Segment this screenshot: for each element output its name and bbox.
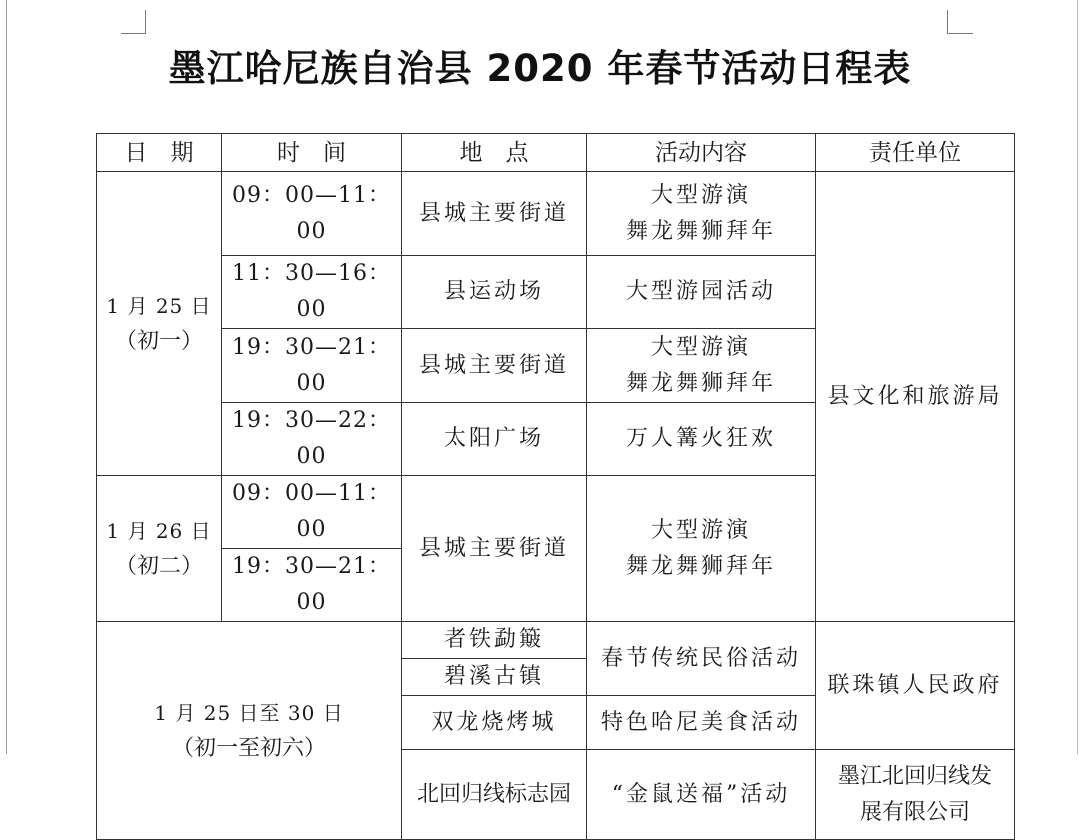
page-edge-left xyxy=(6,0,7,754)
place-cell: 县运动场 xyxy=(402,256,587,329)
crop-mark-top-right-h xyxy=(947,33,973,34)
table-row xyxy=(97,172,1015,256)
table-header-row xyxy=(97,134,1015,172)
place-cell: 县城主要街道 xyxy=(402,476,587,622)
time-cell: 09：00—11：00 xyxy=(222,476,402,549)
unit-line: 墨江北回归线发 xyxy=(837,763,992,789)
content-cell xyxy=(587,329,816,403)
date-day1: 1 月 25 日 xyxy=(106,293,212,318)
unit-cell-town: 联珠镇人民政府 xyxy=(816,622,1015,750)
date-cell-day1 xyxy=(97,172,222,476)
header-unit: 责任单位 xyxy=(816,134,1015,172)
page-edge-right xyxy=(1077,0,1078,754)
content-cell xyxy=(587,476,816,622)
date-range-note: （初一至初六） xyxy=(171,735,326,761)
place-cell: 县城主要街道 xyxy=(402,172,587,256)
document-title: 墨江哈尼族自治县 2020 年春节活动日程表 xyxy=(168,47,912,90)
place-cell: 双龙烧烤城 xyxy=(402,696,587,750)
date-day2-note: （初二） xyxy=(114,553,203,579)
unit-cell-main: 县文化和旅游局 xyxy=(816,172,1015,622)
date-cell-day2 xyxy=(97,476,222,622)
header-time: 时 间 xyxy=(222,134,402,172)
content-cell: 特色哈尼美食活动 xyxy=(587,696,816,750)
time-cell: 19：30—21：00 xyxy=(222,329,402,403)
time-cell: 19：30—21：00 xyxy=(222,549,402,622)
content-cell: 春节传统民俗活动 xyxy=(587,622,816,696)
content-cell: 万人篝火狂欢 xyxy=(587,403,816,476)
crop-mark-top-left-h xyxy=(121,33,145,34)
crop-mark-top-right-v xyxy=(947,10,948,34)
place-cell: 县城主要街道 xyxy=(402,329,587,403)
content-line: 大型游演 xyxy=(650,517,751,543)
content-cell: “金鼠送福”活动 xyxy=(587,750,816,840)
header-content: 活动内容 xyxy=(587,134,816,172)
crop-mark-top-left-v xyxy=(145,10,146,34)
header-place: 地 点 xyxy=(402,134,587,172)
content-line: 舞龙舞狮拜年 xyxy=(625,553,776,579)
schedule-table xyxy=(96,133,1015,840)
content-line: 大型游演 xyxy=(650,334,751,360)
place-cell: 者铁勐簸 xyxy=(402,622,587,659)
place-cell: 太阳广场 xyxy=(402,403,587,476)
unit-cell-company xyxy=(816,750,1015,840)
header-date: 日 期 xyxy=(97,134,222,172)
place-cell: 碧溪古镇 xyxy=(402,659,587,696)
time-cell: 11：30—16：00 xyxy=(222,256,402,329)
time-cell: 09：00—11：00 xyxy=(222,172,402,256)
content-line: 大型游演 xyxy=(650,182,751,208)
content-line: 舞龙舞狮拜年 xyxy=(625,370,776,396)
content-cell xyxy=(587,172,816,256)
content-cell: 大型游园活动 xyxy=(587,256,816,329)
date-range: 1 月 25 日至 30 日 xyxy=(154,700,344,725)
unit-line: 展有限公司 xyxy=(859,799,970,825)
table-row xyxy=(97,622,1015,659)
content-line: 舞龙舞狮拜年 xyxy=(625,218,776,244)
date-cell-range xyxy=(97,622,402,840)
date-day2: 1 月 26 日 xyxy=(106,518,212,543)
time-cell: 19：30—22：00 xyxy=(222,403,402,476)
place-cell: 北回归线标志园 xyxy=(402,750,587,840)
date-day1-note: （初一） xyxy=(114,328,203,354)
